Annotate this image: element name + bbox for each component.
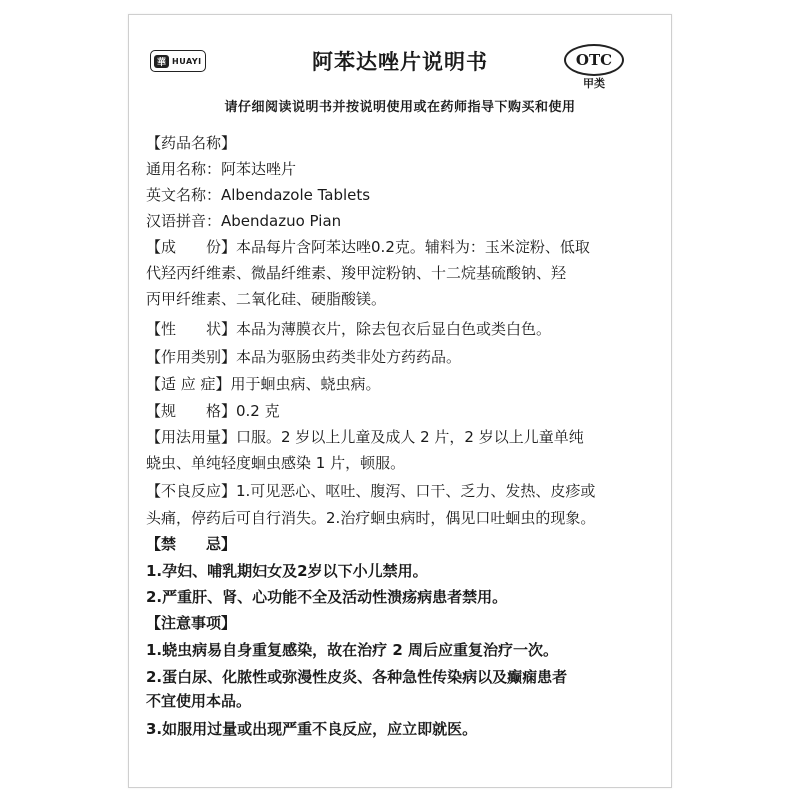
pinyin-name-line: 汉语拼音：Abendazuo Pian — [146, 212, 342, 230]
contraindication-item-1: 1.孕妇、哺乳期妇女及2岁以下小儿禁用。 — [146, 562, 428, 580]
precaution-item-2-line-1: 2.蛋白尿、化脓性或弥漫性皮炎、各种急性传染病以及癫痫患者 — [146, 668, 568, 686]
adverse-reactions-line-1: 【不良反应】1.可见恶心、呕吐、腹泻、口干、乏力、发热、皮疹或 — [146, 482, 596, 500]
contraindication-item-2: 2.严重肝、肾、心功能不全及活动性溃疡病患者禁用。 — [146, 588, 508, 606]
brand-logo-word: HUAYI — [172, 56, 202, 66]
english-name-line: 英文名称：Albendazole Tablets — [146, 186, 371, 204]
brand-logo-mark: 華 — [154, 55, 169, 68]
document-title: 阿苯达唑片说明书 — [312, 50, 488, 74]
otc-class-label: 甲类 — [583, 77, 605, 90]
dosage-line-1: 【用法用量】口服。2 岁以上儿童及成人 2 片，2 岁以上儿童单纯 — [146, 428, 584, 446]
precaution-item-3: 3.如服用过量或出现严重不良反应，应立即就医。 — [146, 720, 478, 738]
composition-line-1: 【成 份】本品每片含阿苯达唑0.2克。辅料为：玉米淀粉、低取 — [146, 238, 590, 256]
appearance-line: 【性 状】本品为薄膜衣片，除去包衣后显白色或类白色。 — [146, 320, 552, 338]
usage-instruction: 请仔细阅读说明书并按说明使用或在药师指导下购买和使用 — [224, 100, 576, 115]
generic-name-line: 通用名称：阿苯达唑片 — [146, 160, 297, 178]
precaution-item-1: 1.蛲虫病易自身重复感染，故在治疗 2 周后应重复治疗一次。 — [146, 641, 559, 659]
section-heading-contraindications: 【禁 忌】 — [146, 535, 237, 553]
indications-line: 【适 应 症】用于蛔虫病、蛲虫病。 — [146, 375, 381, 393]
precaution-item-2-line-2: 不宜使用本品。 — [146, 692, 252, 710]
category-line: 【作用类别】本品为驱肠虫药类非处方药药品。 — [146, 348, 462, 366]
composition-line-2: 代羟丙纤维素、微晶纤维素、羧甲淀粉钠、十二烷基硫酸钠、羟 — [146, 264, 567, 282]
composition-line-3: 丙甲纤维素、二氧化硅、硬脂酸镁。 — [146, 290, 387, 308]
section-heading-precautions: 【注意事项】 — [146, 614, 237, 632]
section-heading-drug-name: 【药品名称】 — [146, 134, 237, 152]
adverse-reactions-line-2: 头痛，停药后可自行消失。2.治疗蛔虫病时，偶见口吐蛔虫的现象。 — [146, 509, 596, 527]
otc-badge: OTC — [564, 44, 624, 76]
specification-line: 【规 格】0.2 克 — [146, 402, 280, 420]
dosage-line-2: 蛲虫、单纯轻度蛔虫感染 1 片，顿服。 — [146, 454, 406, 472]
